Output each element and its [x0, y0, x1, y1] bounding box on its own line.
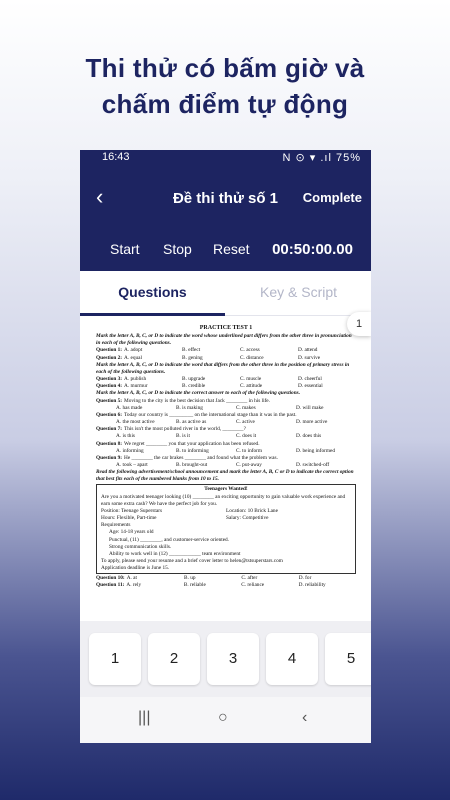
question-row [96, 398, 356, 405]
ad-text: Application deadline is June 15. [101, 565, 170, 572]
back-arrow-icon[interactable]: ‹ [96, 184, 104, 209]
option: B. effect [182, 347, 201, 354]
timer-controls [80, 231, 371, 271]
system-nav-bar [80, 697, 371, 743]
reset-button[interactable]: Reset [213, 241, 250, 257]
option: A. murmur [124, 383, 148, 390]
question-label: Question 4: [96, 383, 123, 390]
option: C. does it [236, 433, 257, 440]
question-row [96, 582, 356, 589]
ad-text: Position: Teenage Superstars [101, 507, 163, 514]
options-row [96, 448, 356, 455]
question-row [96, 347, 356, 354]
question-row [96, 412, 356, 419]
option: C. put-away [236, 461, 262, 468]
option: B. reliable [183, 582, 206, 589]
exam-document[interactable] [96, 325, 356, 621]
option: C. muscle [240, 376, 262, 383]
advertisement-box [96, 484, 356, 574]
option: B. up [184, 575, 196, 582]
tab-questions[interactable]: Questions [118, 284, 187, 300]
question-label: Question 11: [96, 582, 125, 589]
ad-text: Location: 10 Brick Lane [226, 507, 278, 514]
option: B. is making [176, 404, 203, 411]
headline [0, 50, 450, 122]
option: D. for [298, 575, 312, 582]
stop-button[interactable]: Stop [163, 241, 192, 257]
instruction: Read the following advertisement/school announcement and mark the letter A, B, C or D to indicate the correct option that best fits each of the numbered blanks from 10 to 15. [96, 469, 354, 483]
option: D. will make [296, 404, 324, 411]
option: C. distance [240, 354, 264, 361]
ad-text: Salary: Competitive [226, 515, 269, 522]
question-row [96, 441, 356, 448]
option: C. makes [236, 404, 256, 411]
option: A. the most active [116, 419, 155, 426]
timer-display: 00:50:00.00 [272, 241, 353, 258]
ad-text: To apply, please send your resume and a brief cover letter to helen@tstsuperstars.com [101, 558, 283, 564]
options-row [96, 433, 356, 440]
answer-button-2[interactable]: 2 [148, 633, 200, 685]
active-tab-indicator [80, 313, 225, 316]
ad-text: Hours: Flexible, Part-time [101, 515, 157, 522]
option: B. gening [182, 354, 203, 361]
question-text: Moving to the city is the best decision that Jack ________ in his life. [124, 397, 270, 404]
option: C. reliance [241, 582, 265, 589]
start-button[interactable]: Start [110, 241, 140, 257]
answer-button-1[interactable]: 1 [89, 633, 141, 685]
page-number-badge[interactable]: 1 [347, 312, 371, 336]
question-row [96, 355, 356, 362]
ad-text: Strong communication skills. [109, 543, 172, 550]
document-title: PRACTICE TEST 1 [199, 325, 253, 331]
option: D. essential [298, 383, 323, 390]
question-row [96, 376, 356, 383]
headline-line-1: Thi thử có bấm giờ và [85, 53, 365, 83]
question-label: Question 3: [96, 376, 123, 383]
option: A. publish [124, 376, 147, 383]
phone-screen [80, 150, 371, 743]
option: D. switched-off [296, 461, 330, 468]
option: D. cheerful [298, 376, 322, 383]
question-row [96, 383, 356, 390]
option: D. does this [296, 433, 322, 440]
options-row [96, 405, 356, 412]
app-bar [80, 166, 371, 231]
instruction: Mark the letter A, B, C, or D to indicate the word whose underlined part differs from the other three in pronunciation in each of the following questions. [96, 333, 352, 347]
complete-button[interactable]: Complete [302, 190, 362, 205]
question-label: Question 2: [96, 354, 123, 361]
options-row [96, 419, 356, 426]
option: A. rely [126, 582, 142, 589]
options-row [96, 462, 356, 469]
option: A. informing [116, 447, 144, 454]
option: D. survive [298, 354, 321, 361]
status-indicators: N ⊙ ▾ .ıl 75% [282, 152, 361, 164]
headline-line-2: chấm điểm tự động [101, 89, 349, 119]
option: C. after [241, 575, 258, 582]
status-time: 16:43 [102, 151, 130, 163]
answer-button-4[interactable]: 4 [266, 633, 318, 685]
tab-bar [80, 271, 371, 316]
option: B. credible [182, 383, 206, 390]
instruction: Mark the letter A, B, C, or D to indicate the word that differs from the other three in the position of primary stress in each of the following questions. [96, 361, 350, 375]
ad-text: Are you a motivated teenager looking (10) ________ an exciting opportunity to gain valuable work experience and earn some extra cash? We have the perfect job for you. [101, 493, 346, 507]
question-label: Question 5: [96, 397, 123, 404]
question-row [96, 455, 356, 462]
question-row [96, 575, 356, 582]
option: C. attitude [240, 383, 263, 390]
home-icon[interactable]: ○ [218, 709, 228, 726]
question-text: We regret ________ you that your application has been refused. [124, 440, 260, 447]
question-label: Question 10: [96, 575, 125, 582]
question-label: Question 1: [96, 347, 123, 354]
option: D. being informed [296, 447, 335, 454]
ad-text: Ability to work well in (12) ____________ team environment [109, 550, 241, 557]
question-row [96, 426, 356, 433]
ad-row [101, 515, 351, 522]
option: C. active [236, 419, 255, 426]
ad-text: Punctual, (11) ________, and customer-service oriented. [109, 536, 230, 543]
answer-button-3[interactable]: 3 [207, 633, 259, 685]
option: C. to inform [236, 447, 263, 454]
option: A. took – apart [116, 461, 148, 468]
answer-button-bar [80, 621, 371, 697]
option: B. to informing [176, 447, 209, 454]
instruction: Mark the letter A, B, C, or D to indicate the correct answer to each of the following questions. [96, 390, 301, 397]
question-text: This isn't the most polluted river in the world, ________? [124, 426, 246, 433]
option: B. upgrade [182, 376, 206, 383]
recents-icon[interactable]: ||| [138, 709, 151, 726]
option: B. brought-out [176, 461, 208, 468]
page-title: Đề thi thử số 1 [172, 190, 279, 207]
option: C. access [240, 347, 260, 354]
option: A. has made [116, 404, 143, 411]
option: B. as active as [176, 419, 207, 426]
question-text: He ________ the car brakes ________ and found what the problem was. [124, 454, 278, 461]
option: D. reliability [298, 582, 326, 589]
back-icon[interactable]: ‹ [302, 709, 308, 726]
option: A. adopt [124, 347, 143, 354]
ad-text: Age: 14-18 years old [109, 529, 154, 536]
answer-button-5[interactable]: 5 [325, 633, 371, 685]
question-label: Question 8: [96, 440, 123, 447]
option: A. equal [124, 354, 142, 361]
option: A. is this [116, 433, 135, 440]
option: D. attend [298, 347, 318, 354]
advertisement-title: Teenagers Wanted! [204, 486, 248, 493]
question-label: Question 6: [96, 411, 123, 418]
ad-row [101, 508, 351, 515]
status-bar [80, 150, 371, 166]
option: A. at [126, 575, 137, 582]
question-label: Question 7: [96, 426, 123, 433]
option: B. is it [176, 433, 190, 440]
option: D. more active [296, 419, 328, 426]
ad-text: Requirements [101, 522, 131, 529]
question-label: Question 9: [96, 454, 123, 461]
question-text: Today our country is _________ on the international stage than it was in the past. [124, 411, 297, 418]
tab-key-script[interactable]: Key & Script [259, 284, 338, 300]
